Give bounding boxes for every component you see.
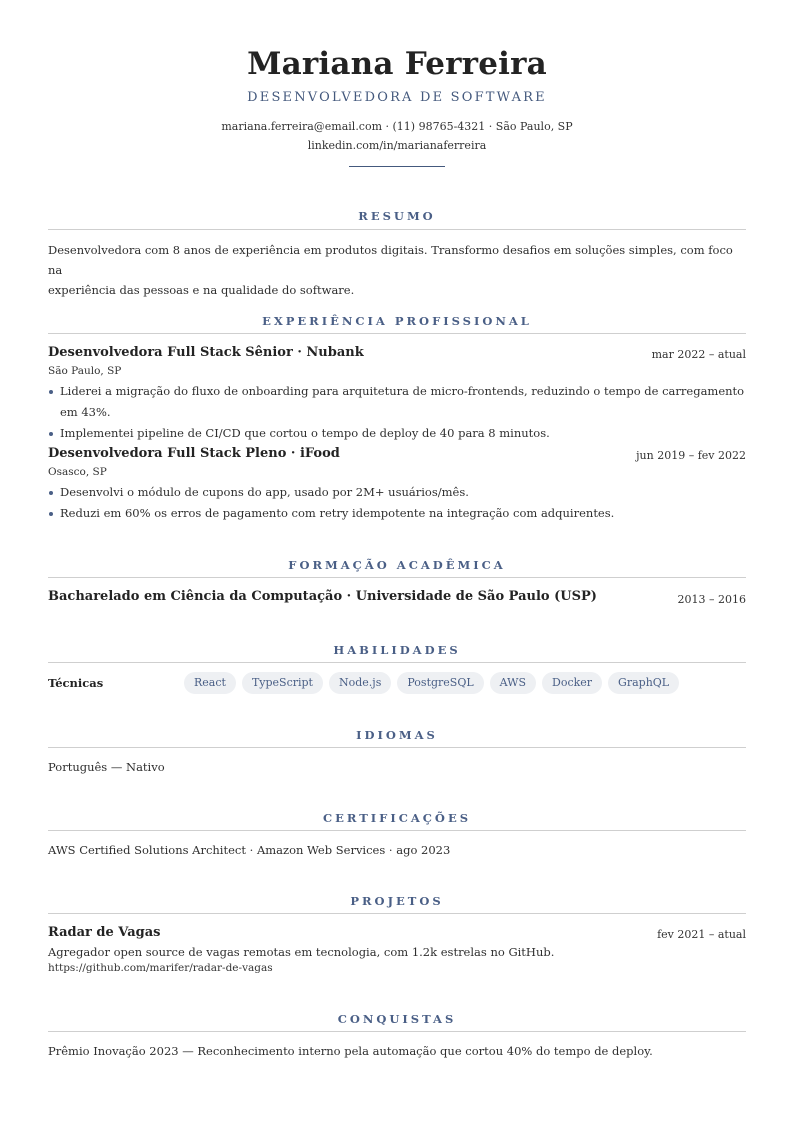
language-entry: Português — Nativo xyxy=(48,760,165,774)
summary-line: experiência das pessoas e na qualidade do software. xyxy=(48,283,355,297)
project-link[interactable]: https://github.com/marifer/radar-de-vagas xyxy=(48,962,273,974)
skill-chips xyxy=(184,672,679,694)
list-item: Implementei pipeline de CI/CD que cortou o tempo de deploy de 40 para 8 minutos. xyxy=(48,423,746,444)
job-title: Desenvolvedora Full Stack Pleno · iFood xyxy=(48,446,340,461)
skill-chip: React xyxy=(184,672,236,694)
section-title-formacao: FORMAÇÃO ACADÊMICA xyxy=(288,558,506,572)
job-location: São Paulo, SP xyxy=(48,365,122,377)
section-divider xyxy=(48,333,746,334)
certification-entry: AWS Certified Solutions Architect · Amazon Web Services · ago 2023 xyxy=(48,843,451,857)
section-title-projetos: PROJETOS xyxy=(350,894,444,908)
section-divider xyxy=(48,229,746,230)
contact-info xyxy=(48,117,746,155)
education-date: 2013 – 2016 xyxy=(677,593,746,606)
education-title: Bacharelado em Ciência da Computação · Universidade de São Paulo (USP) xyxy=(48,589,597,604)
section-title-experiencia: EXPERIÊNCIA PROFISSIONAL xyxy=(262,314,532,328)
header-divider xyxy=(349,166,445,167)
skill-category-label: Técnicas xyxy=(48,676,104,690)
project-description: Agregador open source de vagas remotas em tecnologia, com 1.2k estrelas no GitHub. xyxy=(48,945,555,959)
section-divider xyxy=(48,662,746,663)
summary-line: Desenvolvedora com 8 anos de experiência em produtos digitais. Transformo desafios em soluções simples, com foco na xyxy=(48,243,733,277)
list-item: Reduzi em 60% os erros de pagamento com retry idempotente na integração com adquirentes. xyxy=(48,503,746,524)
job-bullets xyxy=(48,482,746,524)
skill-chip: Node.js xyxy=(329,672,391,694)
candidate-name: Mariana Ferreira xyxy=(247,46,547,82)
section-title-resumo: RESUMO xyxy=(358,209,436,223)
skill-chip: Docker xyxy=(542,672,602,694)
skill-chip: AWS xyxy=(490,672,536,694)
project-title: Radar de Vagas xyxy=(48,925,161,940)
section-divider xyxy=(48,830,746,831)
list-item: Liderei a migração do fluxo de onboarding para arquitetura de micro-frontends, reduzindo o tempo de carregamento em 43%. xyxy=(48,381,746,423)
section-title-habilidades: HABILIDADES xyxy=(333,643,461,657)
section-title-idiomas: IDIOMAS xyxy=(356,728,438,742)
section-divider xyxy=(48,577,746,578)
contact-line: mariana.ferreira@email.com · (11) 98765-4321 · São Paulo, SP xyxy=(221,120,573,133)
candidate-role: DESENVOLVEDORA DE SOFTWARE xyxy=(247,90,547,105)
job-date: mar 2022 – atual xyxy=(651,348,746,361)
skill-chip: PostgreSQL xyxy=(397,672,483,694)
job-date: jun 2019 – fev 2022 xyxy=(636,449,746,462)
section-divider xyxy=(48,747,746,748)
list-item: Desenvolvi o módulo de cupons do app, usado por 2M+ usuários/mês. xyxy=(48,482,746,503)
project-date: fev 2021 – atual xyxy=(657,928,746,941)
section-divider xyxy=(48,913,746,914)
linkedin-link[interactable]: linkedin.com/in/marianaferreira xyxy=(307,139,487,152)
section-divider xyxy=(48,1031,746,1032)
skill-chip: GraphQL xyxy=(608,672,679,694)
job-title: Desenvolvedora Full Stack Sênior · Nubank xyxy=(48,345,364,360)
section-title-conquistas: CONQUISTAS xyxy=(337,1012,457,1026)
achievement-entry: Prêmio Inovação 2023 — Reconhecimento interno pela automação que cortou 40% do tempo de deploy. xyxy=(48,1044,653,1058)
section-title-certificacoes: CERTIFICAÇÕES xyxy=(322,811,472,825)
summary-text xyxy=(48,240,746,300)
job-location: Osasco, SP xyxy=(48,466,107,478)
job-bullets xyxy=(48,381,746,444)
skill-chip: TypeScript xyxy=(242,672,323,694)
